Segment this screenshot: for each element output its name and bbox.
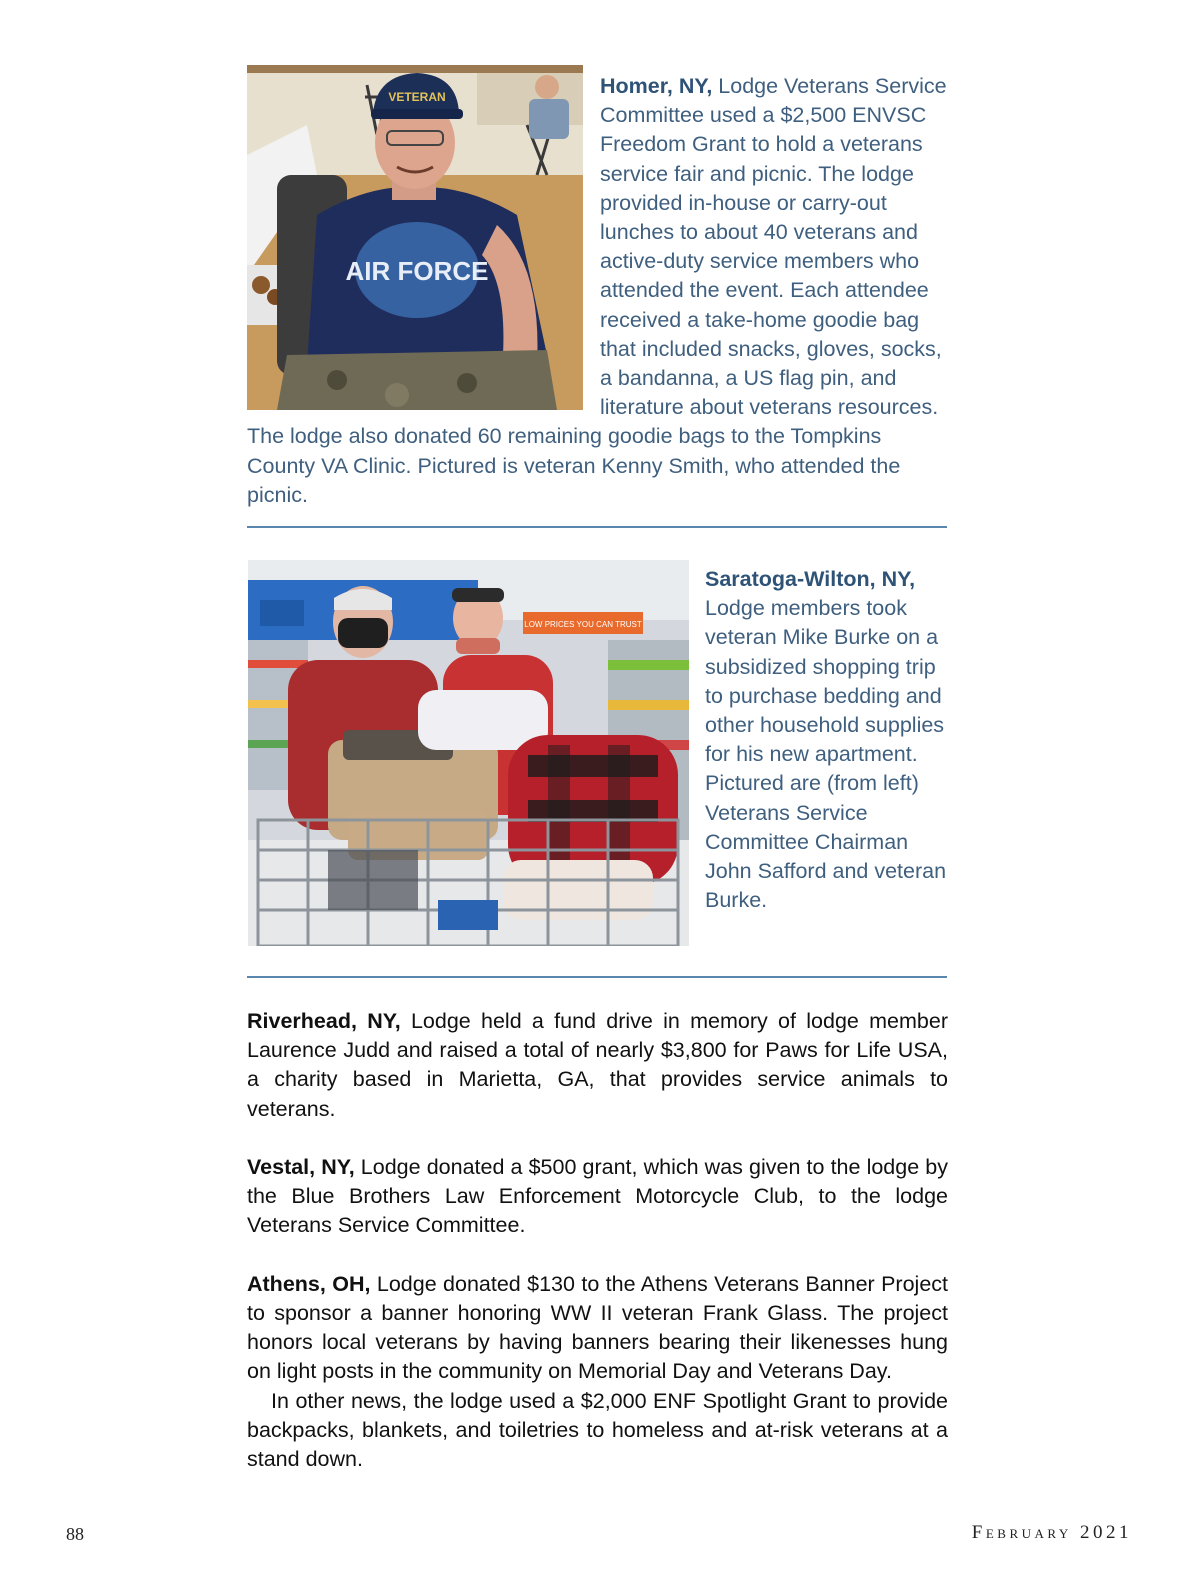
page-number: 88 bbox=[66, 1524, 84, 1544]
store-sign-text: LOW PRICES YOU CAN TRUST bbox=[524, 620, 642, 629]
homer-location: Homer, NY, bbox=[600, 74, 713, 98]
vestal-body: Lodge donated a $500 grant, which was given to the lodge by the Blue Brothers Law Enforcement Motorcycle Club, to the lodge Veterans Service Committee. bbox=[247, 1155, 948, 1238]
brief-riverhead bbox=[247, 1007, 948, 1124]
story-saratoga bbox=[705, 565, 950, 915]
vestal-location: Vestal, NY, bbox=[247, 1155, 355, 1179]
riverhead-body: Lodge held a fund drive in memory of lodge member Laurence Judd and raised a total of nearly $3,800 for Paws for Life USA, a charity based in Marietta, GA, that provides service animals to veterans. bbox=[247, 1009, 948, 1121]
section-divider bbox=[247, 526, 947, 528]
briefs bbox=[247, 1007, 948, 1474]
saratoga-body: Lodge members took veteran Mike Burke on a subsidized shopping trip to purchase bedding and other household supplies for his new apartment. Pictured are (from left) Veterans Service Committee Chairman John Safford and veteran Burke. bbox=[705, 596, 947, 913]
issue-date: February 2021 bbox=[971, 1522, 1132, 1543]
homer-body: Lodge Veterans Service Committee used a $2,500 ENVSC Freedom Grant to hold a veterans service fair and picnic. The lodge provided in-house or carry-out lunches to about 40 veterans and active-duty service members who attended the event. Each attendee received a take-home goodie bag that included snacks, gloves, socks, a bandanna, a US flag pin, and literature about veterans resources. The lodge also donated 60 remaining goodie bags to the Tompkins County VA Clinic. Pictured is veteran Kenny Smith, who attended the picnic. bbox=[247, 74, 947, 507]
story-homer bbox=[247, 72, 947, 510]
brief-vestal bbox=[247, 1153, 948, 1241]
brief-athens bbox=[247, 1270, 948, 1387]
photo-kenny-smith bbox=[247, 65, 583, 410]
athens-location: Athens, OH, bbox=[247, 1271, 371, 1296]
saratoga-location: Saratoga-Wilton, NY, bbox=[705, 567, 916, 591]
shirt-text: AIR FORCE bbox=[345, 256, 489, 286]
brief-athens-followup: In other news, the lodge used a $2,000 ENF Spotlight Grant to provide backpacks, blankets, and toiletries to homeless and at-risk veterans at a stand down. bbox=[247, 1388, 948, 1472]
athens-body: Lodge donated $130 to the Athens Veterans Banner Project to sponsor a banner honoring WW II veteran Frank Glass. The project honors local veterans by having banners bearing their likenesses hung on light posts in the community on Memorial Day and Veterans Day. bbox=[247, 1271, 948, 1384]
riverhead-location: Riverhead, NY, bbox=[247, 1009, 401, 1033]
cap-text: VETERAN bbox=[388, 90, 446, 104]
photo-shopping-trip bbox=[248, 560, 689, 946]
section-divider bbox=[247, 976, 947, 978]
